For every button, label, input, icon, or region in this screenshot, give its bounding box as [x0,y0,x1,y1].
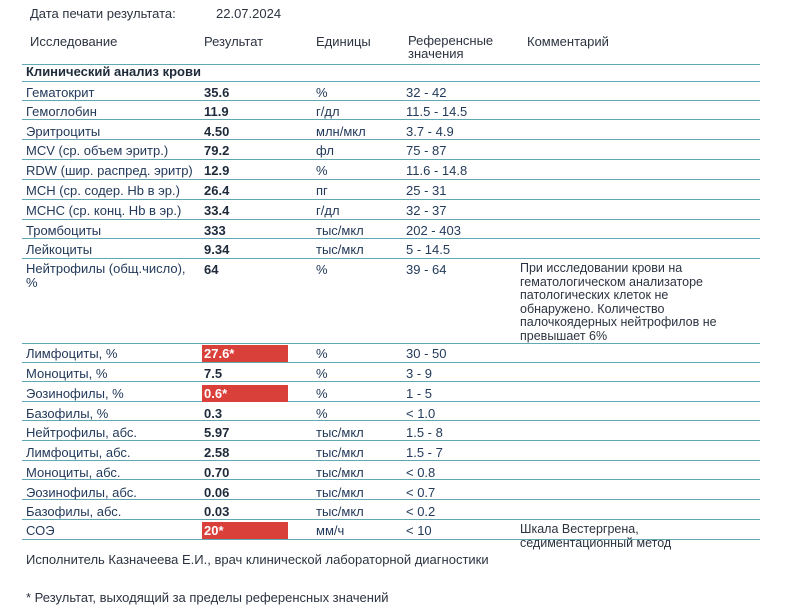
column-study: Исследование [30,34,118,49]
row-reference: < 0.8 [406,465,436,480]
row-result: 0.70 [204,465,230,480]
row-result-flagged: 0.6* [202,385,288,402]
row-divider [22,159,760,160]
row-study-name: Моноциты, % [26,366,108,381]
row-unit: г/дл [316,203,340,218]
row-result: 64 [204,262,219,277]
row-reference: < 0.2 [406,504,436,519]
row-divider [22,179,760,180]
row-unit: % [316,163,328,178]
row-study-name: Эритроциты [26,124,101,139]
row-study-name: Лимфоциты, % [26,346,118,361]
row-comment-line: превышает 6% [520,328,608,343]
row-reference: 1.5 - 8 [406,425,443,440]
row-divider [22,479,760,480]
row-divider [22,460,760,461]
column-reference-line2: значения [408,46,464,61]
section-title: Клинический анализ крови [26,64,201,79]
row-comment-line: Шкала Вестергрена, [520,522,639,536]
row-result: 35.6 [204,85,230,100]
row-study-name-line1: Нейтрофилы (общ.число), [26,261,186,276]
row-comment-line: палочкоядерных нейтрофилов не [520,315,717,329]
row-unit: % [316,262,328,277]
row-result: 333 [204,223,226,238]
row-reference: 1 - 5 [406,386,433,401]
row-result: 5.97 [204,425,230,440]
row-result: 9.34 [204,242,230,257]
row-divider [22,381,760,382]
row-comment-line: седиментационный метод [520,535,672,550]
row-study-name: RDW (шир. распред. эритр) [26,163,193,178]
row-result: 2.58 [204,445,230,460]
performer: Исполнитель Казначеева Е.И., врач клинической лабораторной диагностики [26,552,489,567]
row-study-name: Гематокрит [26,85,95,100]
row-study-name: Лейкоциты [26,242,93,257]
row-result: 12.9 [204,163,230,178]
row-reference: 25 - 31 [406,183,447,198]
row-divider [22,258,760,259]
row-divider [22,64,760,65]
row-reference: 1.5 - 7 [406,445,443,460]
row-reference: < 10 [406,523,432,538]
row-divider [22,420,760,421]
row-unit: пг [316,183,328,198]
row-study-name: MCH (ср. содер. Hb в эр.) [26,183,180,198]
row-result-flagged: 20* [202,522,288,539]
row-study-name: Эозинофилы, абс. [26,485,137,500]
row-result-flagged: 27.6* [202,345,288,362]
row-study-name: Лимфоциты, абс. [26,445,131,460]
row-divider [22,343,760,344]
row-unit: мм/ч [316,523,345,538]
row-unit: % [316,346,328,361]
row-result: 79.2 [204,143,230,158]
column-result: Результат [204,34,264,49]
row-divider [22,440,760,441]
column-reference [408,34,493,60]
row-unit: % [316,85,328,100]
row-reference: 11.5 - 14.5 [406,104,468,119]
row-result: 0.06 [204,485,230,500]
row-study-name: Моноциты, абс. [26,465,121,480]
row-study-name-line2: % [26,275,38,290]
row-reference: < 0.7 [406,485,436,500]
row-unit: тыс/мкл [316,504,364,519]
row-unit: % [316,406,328,421]
row-divider [22,119,760,120]
row-reference: 3.7 - 4.9 [406,124,454,139]
row-reference: 5 - 14.5 [406,242,451,257]
row-divider [22,238,760,239]
row-study-name: СОЭ [26,523,55,538]
row-comment-line: патологических клеток не [520,288,669,302]
row-study-name: MCV (ср. объем эритр.) [26,143,169,158]
row-result: 7.5 [204,366,223,381]
row-reference: 75 - 87 [406,143,447,158]
row-unit: тыс/мкл [316,242,364,257]
row-divider [22,139,760,140]
row-comment [520,262,717,343]
print-date-label: Дата печати результата: [30,6,176,21]
row-unit: % [316,386,328,401]
row-result: 11.9 [204,104,229,119]
row-result: 26.4 [204,183,230,198]
row-reference: 39 - 64 [406,262,447,277]
row-unit: г/дл [316,104,340,119]
row-comment-line: обнаружено. Количество [520,301,665,316]
row-unit: тыс/мкл [316,485,364,500]
row-reference: < 1.0 [406,406,436,421]
row-study-name: Базофилы, абс. [26,504,122,519]
row-reference: 3 - 9 [406,366,433,381]
row-study-name: Гемоглобин [26,104,97,119]
row-divider [22,362,760,363]
column-units: Единицы [316,34,371,49]
row-unit: млн/мкл [316,124,366,139]
row-study-name: Базофилы, % [26,406,109,421]
row-unit: тыс/мкл [316,445,364,460]
row-result: 33.4 [204,203,230,218]
row-comment-line: гематологическом анализаторе [520,274,703,289]
row-study-name: Нейтрофилы, абс. [26,425,138,440]
column-reference-line1: Референсные [408,33,494,48]
row-divider [22,81,760,82]
row-reference: 11.6 - 14.8 [406,163,468,178]
row-result: 0.3 [204,406,223,421]
row-study-name: Эозинофилы, % [26,386,124,401]
row-divider [22,219,760,220]
row-comment [520,523,671,550]
row-study-name [26,262,186,290]
column-comment: Комментарий [527,34,609,49]
footnote: * Результат, выходящий за пределы референсных значений [26,590,389,605]
row-unit: тыс/мкл [316,425,364,440]
row-reference: 32 - 42 [406,85,447,100]
row-result: 4.50 [204,124,230,139]
row-divider [22,100,760,101]
print-date-value: 22.07.2024 [216,6,282,21]
row-reference: 32 - 37 [406,203,447,218]
row-comment-line: При исследовании крови на [520,261,683,275]
row-study-name: MCHC (ср. конц. Hb в эр.) [26,203,182,218]
row-divider [22,519,760,520]
row-divider [22,199,760,200]
row-reference: 202 - 403 [406,223,461,238]
row-divider [22,401,760,402]
row-unit: % [316,366,328,381]
row-result: 0.03 [204,504,230,519]
row-reference: 30 - 50 [406,346,447,361]
row-unit: тыс/мкл [316,223,364,238]
row-unit: фл [316,143,334,158]
row-study-name: Тромбоциты [26,223,102,238]
row-unit: тыс/мкл [316,465,364,480]
